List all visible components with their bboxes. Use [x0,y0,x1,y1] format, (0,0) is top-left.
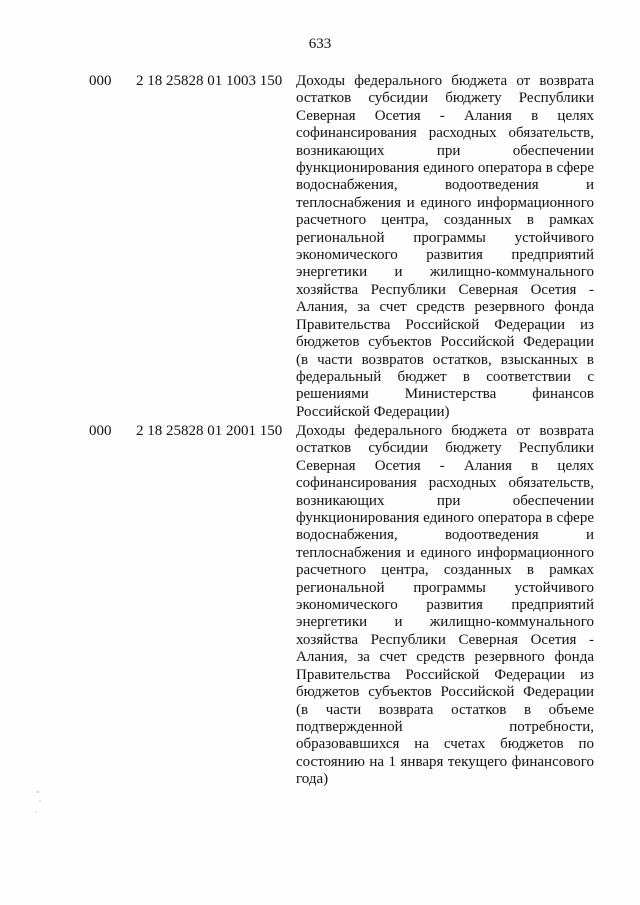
page-number: 633 [308,36,332,52]
admin-code: 000 [89,73,112,89]
kbk-code: 2 18 25828 01 2001 150 [136,423,283,439]
income-description: Доходы федерального бюджета от возврата остатков субсидии бюджету Республики Северная Осетия - Алания в целях софинансирования расходных обязательств, возникающих при обеспечении функционирования единого оператора в сфере водоснабжения, водоотведения и теплоснабжения и единого информационного расчетного центра, созданных в рамках региональной программы устойчивого экономического развития предприятий энергетики и жилищно-коммунального хозяйства Республики Северная Осетия - Алания, за счет средств резервного фонда Правительства Российской Федерации из бюджетов субъектов Российской Федерации (в части возврата остатков в объеме подтвержденной потребности, образовавшихся на счетах бюджетов по состоянию на 1 января текущего финансового года) [296,423,594,788]
kbk-code: 2 18 25828 01 1003 150 [136,73,283,89]
admin-code: 000 [89,423,112,439]
income-description: Доходы федерального бюджета от возврата остатков субсидии бюджету Республики Северная Осетия - Алания в целях софинансирования расходных обязательств, возникающих при обеспечении функционирования единого оператора в сфере водоснабжения, водоотведения и теплоснабжения и единого информационного расчетного центра, созданных в рамках региональной программы устойчивого экономического развития предприятий энергетики и жилищно-коммунального хозяйства Республики Северная Осетия - Алания, за счет средств резервного фонда Правительства Российской Федерации из бюджетов субъектов Российской Федерации (в части возвратов остатков, взысканных в федеральный бюджет в соответствии с решениями Министерства финансов Российской Федерации) [296,73,594,420]
